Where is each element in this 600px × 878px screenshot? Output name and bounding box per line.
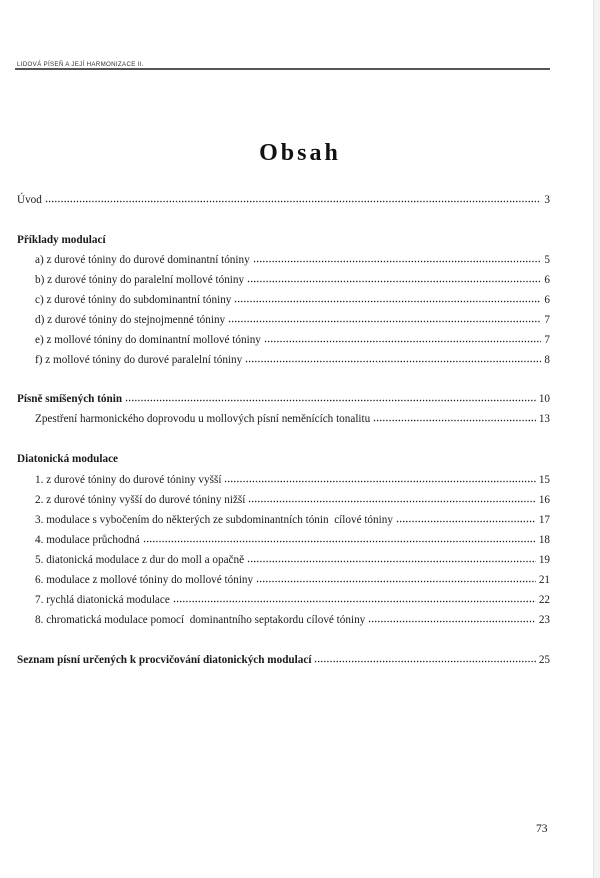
toc-entry-pisne-smisenych-tonin (17, 390, 550, 406)
toc-page-number: 7 (544, 334, 550, 346)
toc-page-number: 19 (538, 554, 550, 566)
toc-page-number: 8 (544, 354, 550, 366)
toc-label: e) z mollové tóniny do dominantní mollové tóniny (35, 334, 261, 346)
toc-page-number: 15 (538, 474, 550, 486)
dot-leader (245, 351, 541, 363)
toc-label: 8. chromatická modulace pomocí dominantního septakordu cílové tóniny (35, 614, 366, 626)
toc-label: 5. diatonická modulace z dur do moll a opačně (35, 554, 245, 566)
dot-leader (125, 390, 536, 402)
page-title: Obsah (259, 140, 341, 166)
toc-label: Zpestření harmonického doprovodu u mollových písní neměnících tonalitu (35, 413, 371, 425)
toc-page-number: 17 (538, 514, 550, 526)
toc-label: 3. modulace s vybočením do některých ze subdominantních tónin cílové tóniny (35, 514, 393, 526)
toc-entry (35, 491, 550, 507)
toc-page-number: 25 (538, 654, 550, 666)
dot-leader (143, 531, 536, 543)
dot-leader (247, 271, 541, 283)
header-rule (15, 68, 550, 70)
toc-page-number: 6 (544, 274, 550, 286)
dot-leader (45, 191, 541, 203)
toc-label: c) z durové tóniny do subdominantní tóniny (35, 294, 232, 306)
toc-page-number: 7 (544, 314, 550, 326)
toc-label: a) z durové tóniny do durové dominantní tóniny (35, 254, 250, 266)
toc-label: 2. z durové tóniny vyšší do durové tóniny nižší (35, 494, 246, 506)
dot-leader (314, 651, 535, 663)
toc-page-number: 6 (544, 294, 550, 306)
toc-entry-seznam-pisni (17, 651, 550, 667)
dot-leader (173, 591, 536, 603)
dot-leader (248, 491, 535, 503)
dot-leader (396, 511, 536, 523)
dot-leader (253, 251, 541, 263)
toc-entry (35, 331, 550, 347)
toc-page-number: 16 (538, 494, 550, 506)
dot-leader (228, 311, 541, 323)
dot-leader (234, 291, 541, 303)
dot-leader (224, 471, 535, 483)
toc-page-number: 3 (544, 194, 550, 206)
dot-leader (373, 410, 536, 422)
toc-entry-intro (17, 191, 550, 207)
toc-entry (35, 571, 550, 587)
toc-page-number: 22 (538, 594, 550, 606)
toc-entry (35, 551, 550, 567)
dot-leader (247, 551, 536, 563)
toc-entry (35, 611, 550, 627)
toc-entry (35, 351, 550, 367)
toc-page-number: 23 (538, 614, 550, 626)
toc-label: 7. rychlá diatonická modulace (35, 594, 170, 606)
toc-label: Úvod (17, 194, 42, 206)
page-edge (593, 0, 600, 878)
toc-page-number: 13 (538, 413, 550, 425)
toc-page-number: 18 (538, 534, 550, 546)
page-number: 73 (536, 823, 548, 835)
section-heading: Seznam písní určených k procvičování diatonických modulací (17, 654, 312, 666)
toc-entry (35, 591, 550, 607)
dot-leader (264, 331, 541, 343)
section-heading-priklady-modulaci: Příklady modulací (17, 234, 106, 246)
dot-leader (256, 571, 536, 583)
section-heading-diatonicka-modulace: Diatonická modulace (17, 453, 118, 465)
toc-label: 4. modulace průchodná (35, 534, 140, 546)
toc-entry (35, 511, 550, 527)
toc-entry (35, 311, 550, 327)
toc-page-number: 21 (538, 574, 550, 586)
toc-page-number: 10 (538, 393, 550, 405)
toc-entry (35, 471, 550, 487)
toc-page-number: 5 (544, 254, 550, 266)
toc-label: 6. modulace z mollové tóniny do mollové tóniny (35, 574, 254, 586)
toc-label: f) z mollové tóniny do durové paralelní tóniny (35, 354, 243, 366)
toc-entry (35, 531, 550, 547)
toc-entry (35, 410, 550, 426)
toc-entry (35, 271, 550, 287)
toc-label: 1. z durové tóniny do durové tóniny vyšší (35, 474, 222, 486)
section-heading: Písně smíšených tónin (17, 393, 123, 405)
dot-leader (368, 611, 536, 623)
toc-entry (35, 291, 550, 307)
toc-label: d) z durové tóniny do stejnojmenné tóniny (35, 314, 226, 326)
toc-entry (35, 251, 550, 267)
running-head: LIDOVÁ PÍSEŇ A JEJÍ HARMONIZACE II. (17, 61, 144, 68)
toc-label: b) z durové tóniny do paralelní mollové tóniny (35, 274, 245, 286)
